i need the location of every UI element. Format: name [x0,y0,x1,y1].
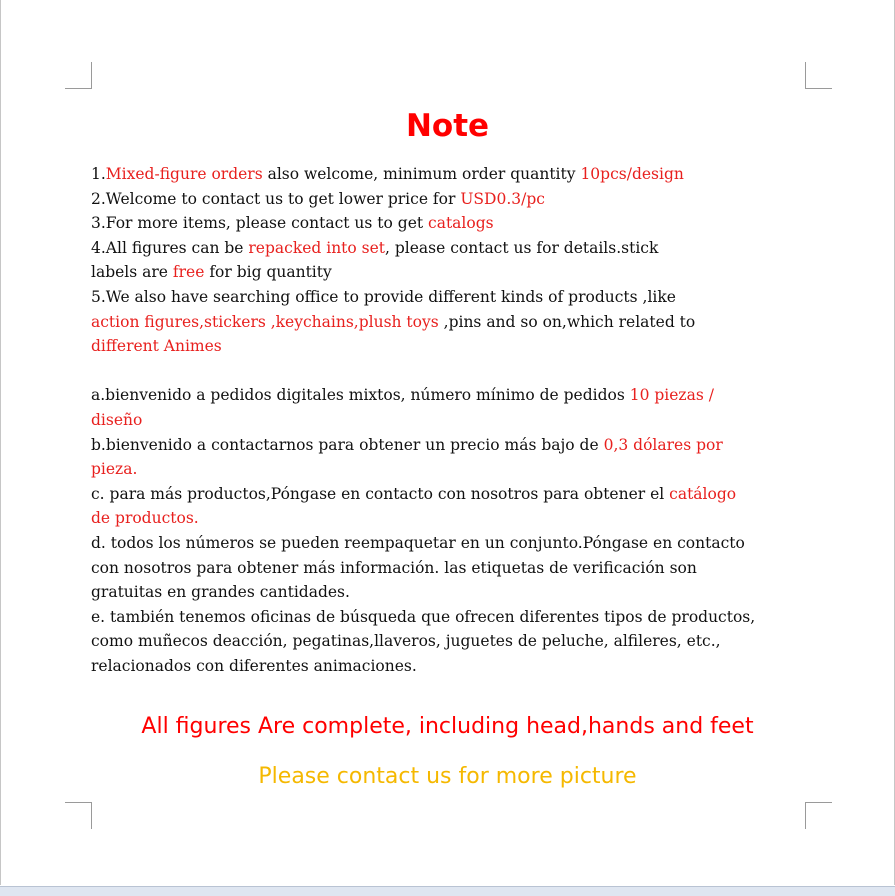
highlight-text: USD0.3/pc [460,189,545,208]
highlight-text: catálogo [669,484,737,503]
highlight-text: diseño [91,410,143,429]
highlight-text: 0,3 dólares por [603,435,723,454]
text-segment: labels are [91,263,173,282]
highlight-text: different Animes [91,337,222,356]
text-segment: como muñecos deacción, pegatinas,llaveros, juguetes de peluche, alfileres, etc., [91,632,721,651]
highlight-text: pieza. [91,460,138,479]
spacer [91,359,813,384]
highlight-text: de productos. [91,509,199,528]
text-segment: 5.We also have searching office to provide different kinds of products ,like [91,287,676,306]
note-line-17 [91,580,813,605]
note-line-4 [91,236,813,261]
note-line-20 [91,654,813,679]
complete-notice: All figures Are complete, including head,hands and feet [141,714,754,739]
note-line-12 [91,457,813,482]
note-line-16 [91,556,813,581]
note-line-1 [91,162,813,187]
note-line-13 [91,482,813,507]
text-segment: gratuitas en grandes cantidades. [91,583,350,602]
text-segment: for big quantity [204,263,332,282]
note-line-11 [91,433,813,458]
highlight-text: free [172,263,205,282]
note-line-19 [91,629,813,654]
note-line-10 [91,408,813,433]
note-line-7 [91,310,813,335]
note-line-3 [91,211,813,236]
corner-mark-top-left [65,62,92,89]
highlight-text: Mixed-figure orders [105,165,263,183]
text-segment: also welcome, minimum order quantity [262,165,581,183]
text-segment: c. para más productos,Póngase en contacto con nosotros para obtener el [91,484,670,503]
text-segment: 3.For more items, please contact us to get [91,214,429,233]
corner-mark-top-right [805,62,832,89]
page-title: Note [405,108,490,144]
highlight-text: repacked into set [248,238,386,257]
note-line-18 [91,605,813,630]
contact-notice: Please contact us for more picture [258,764,637,789]
note-line-9 [91,383,813,408]
text-segment: , please contact us for details.stick [385,238,659,257]
highlight-text: action figures,stickers ,keychains,plush toys [91,312,439,331]
highlight-text: 10 piezas / [629,386,714,405]
text-segment: b.bienvenido a contactarnos para obtener un precio más bajo de [91,435,604,454]
text-segment: ,pins and so on,which related to [438,312,696,331]
note-line-5 [91,260,813,285]
text-segment: relacionados con diferentes animaciones. [91,656,417,675]
note-line-2 [91,187,813,212]
highlight-text: 10pcs/design [580,165,684,183]
note-line-8 [91,334,813,359]
note-line-14 [91,506,813,531]
note-line-6 [91,285,813,310]
highlight-text: catalogs [428,214,494,233]
text-segment: 1. [91,165,106,183]
text-segment: e. también tenemos oficinas de búsqueda que ofrecen diferentes tipos de productos, [91,607,756,626]
note-body [91,162,813,678]
text-segment: con nosotros para obtener más información. las etiquetas de verificación son [91,558,697,577]
corner-mark-bottom-left [65,802,92,829]
note-line-15 [91,531,813,556]
text-segment: 2.Welcome to contact us to get lower price for [91,189,461,208]
text-segment: a.bienvenido a pedidos digitales mixtos, número mínimo de pedidos [91,386,630,405]
corner-mark-bottom-right [805,802,832,829]
text-segment: d. todos los números se pueden reempaquetar en un conjunto.Póngase en contacto [91,533,745,552]
text-segment: 4.All figures can be [91,238,249,257]
